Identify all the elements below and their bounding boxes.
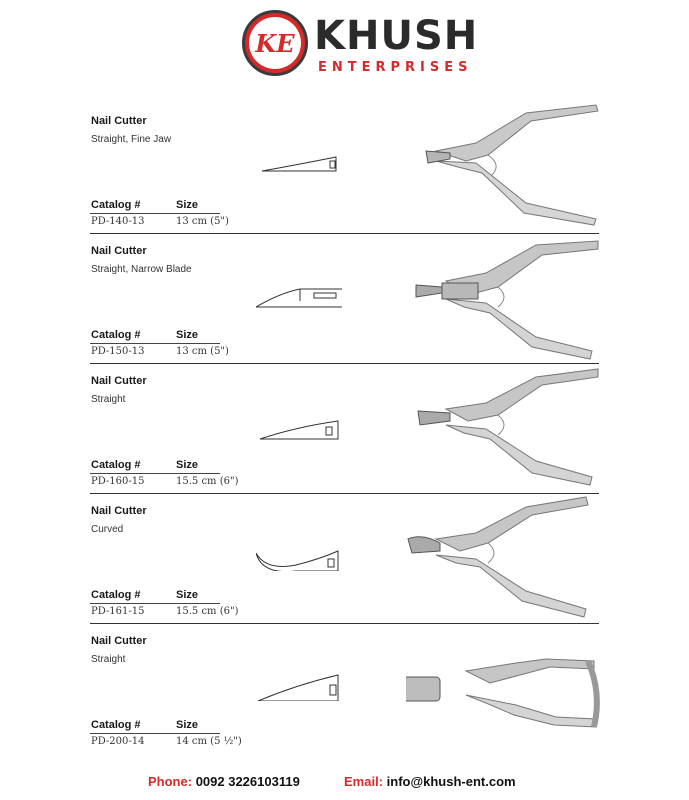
product-row xyxy=(0,103,689,233)
nail-cutter-image xyxy=(406,623,606,751)
size-value: 13 cm (5") xyxy=(176,216,229,227)
divider xyxy=(90,473,220,474)
nail-cutter-image xyxy=(406,493,606,621)
product-name: Nail Cutter xyxy=(91,635,147,647)
product-name: Nail Cutter xyxy=(91,115,147,127)
catalog-label: Catalog # xyxy=(91,589,141,601)
brand-name: KHUSH xyxy=(314,13,479,59)
catalog-label: Catalog # xyxy=(91,329,141,341)
catalog-number: PD-160-15 xyxy=(91,476,145,487)
blade-profile-icon xyxy=(256,141,342,181)
phone-label: Phone: xyxy=(148,774,193,789)
size-label: Size xyxy=(176,459,199,471)
size-value: 13 cm (5") xyxy=(176,346,229,357)
phone-contact[interactable] xyxy=(148,774,300,789)
email-label: Email: xyxy=(344,774,384,789)
logo-emblem xyxy=(242,10,308,76)
email-address: info@khush-ent.com xyxy=(386,774,516,789)
product-name: Nail Cutter xyxy=(91,375,147,387)
size-label: Size xyxy=(176,589,199,601)
divider xyxy=(90,603,220,604)
size-label: Size xyxy=(176,719,199,731)
catalog-number: PD-140-13 xyxy=(91,216,145,227)
email-contact[interactable] xyxy=(344,774,516,789)
brand-logo xyxy=(242,10,482,88)
nail-cutter-image xyxy=(406,363,606,491)
product-description: Straight, Fine Jaw xyxy=(91,134,172,145)
brand-subtitle: ENTERPRISES xyxy=(318,60,473,75)
product-row xyxy=(0,233,689,363)
blade-profile-icon xyxy=(256,401,342,441)
product-description: Straight xyxy=(91,394,126,405)
catalog-label: Catalog # xyxy=(91,199,141,211)
product-row xyxy=(0,493,689,623)
divider xyxy=(90,343,220,344)
catalog-label: Catalog # xyxy=(91,459,141,471)
product-name: Nail Cutter xyxy=(91,505,147,517)
nail-cutter-image xyxy=(406,103,606,231)
nail-cutter-image xyxy=(406,233,606,361)
logo-monogram: KE xyxy=(249,17,301,69)
blade-profile-icon xyxy=(256,661,342,701)
size-label: Size xyxy=(176,329,199,341)
divider xyxy=(90,213,220,214)
product-name: Nail Cutter xyxy=(91,245,147,257)
product-description: Straight, Narrow Blade xyxy=(91,264,192,275)
size-value: 15.5 cm (6") xyxy=(176,606,239,617)
catalog-number: PD-161-15 xyxy=(91,606,145,617)
size-value: 14 cm (5 ½") xyxy=(176,736,242,747)
blade-profile-icon xyxy=(256,531,342,571)
size-value: 15.5 cm (6") xyxy=(176,476,239,487)
size-label: Size xyxy=(176,199,199,211)
product-row xyxy=(0,363,689,493)
product-description: Straight xyxy=(91,654,126,665)
phone-number: 0092 3226103119 xyxy=(195,774,300,789)
catalog-label: Catalog # xyxy=(91,719,141,731)
blade-profile-icon xyxy=(256,271,342,311)
catalog-number: PD-200-14 xyxy=(91,736,145,747)
product-description: Curved xyxy=(91,524,124,535)
catalog-number: PD-150-13 xyxy=(91,346,145,357)
product-row xyxy=(0,623,689,753)
divider xyxy=(90,733,220,734)
